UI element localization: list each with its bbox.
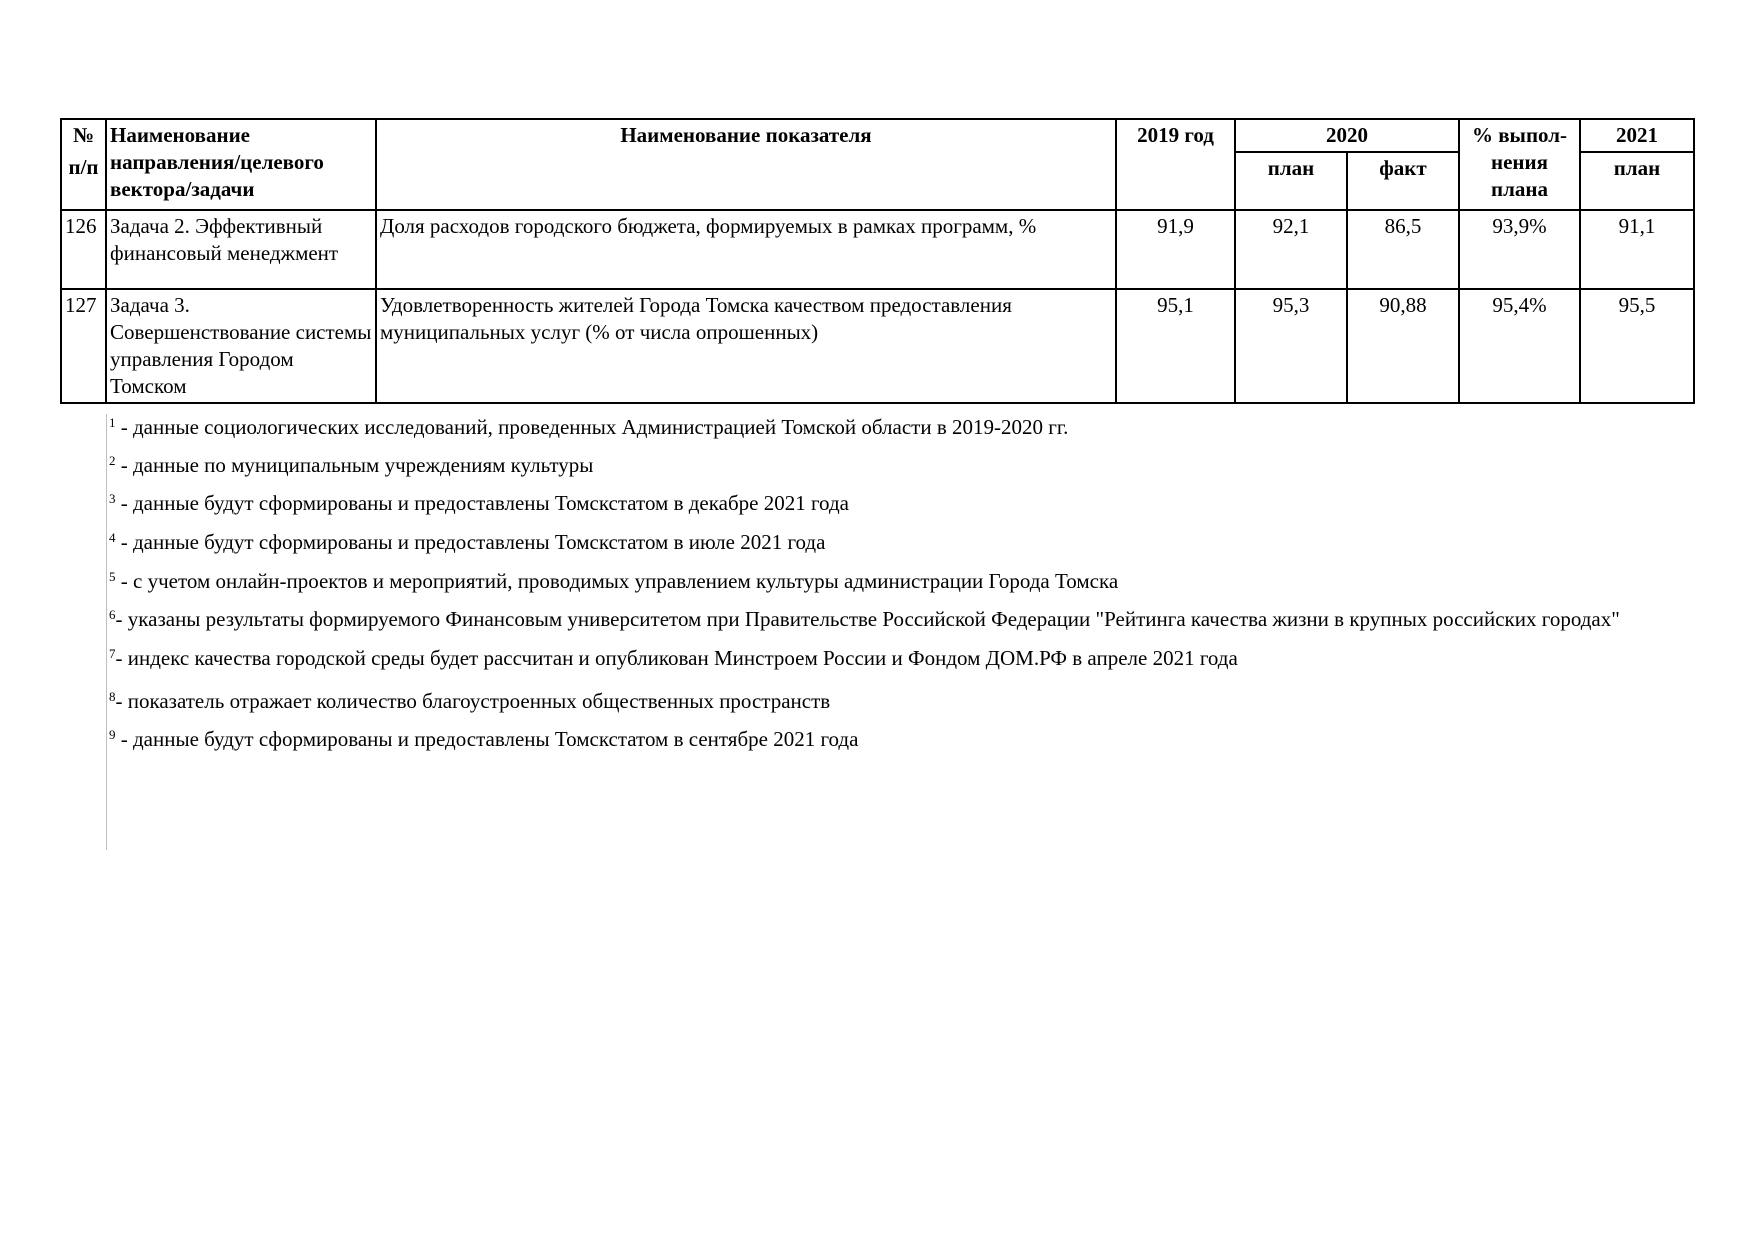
row-indicator: Удовлетворенность жителей Города Томска качеством предоставления муниципальных услуг (% от числа опрошенных) [376, 289, 1116, 403]
footnotes [106, 414, 1697, 850]
footnote-text: - с учетом онлайн-проектов и мероприятий, проводимых управлением культуры администрации Города Томска [115, 569, 1119, 593]
footnote-mark: 1 [109, 415, 116, 430]
row-number: 127 [61, 289, 106, 403]
footnote-mark: 7 [109, 646, 116, 661]
table-row [61, 210, 1694, 289]
footnote-text: - данные будут сформированы и предоставлены Томскстатом в июле 2021 года [115, 530, 826, 554]
row-number: 126 [61, 210, 106, 289]
footnote-mark: 4 [109, 530, 116, 545]
footnote-text: - указаны результаты формируемого Финансовым университетом при Правительстве Российской Федерации "Рейтинга качества жизни в крупных российских городах" [115, 607, 1620, 631]
footnote-mark: 9 [109, 727, 116, 742]
footnote [107, 568, 1697, 597]
footnote [107, 606, 1697, 635]
footnote [107, 452, 1697, 481]
footnote-mark: 5 [109, 569, 116, 584]
row-plan-2020: 92,1 [1235, 210, 1347, 289]
header-pct: % выпол-нения плана [1459, 119, 1580, 210]
header-2020: 2020 [1235, 119, 1459, 152]
header-indicator: Наименование показателя [376, 119, 1116, 210]
row-indicator: Доля расходов городского бюджета, формируемых в рамках программ, % [376, 210, 1116, 289]
header-num-bottom: п/п [61, 152, 106, 210]
header-plan-2021: план [1580, 152, 1694, 210]
footnote-mark: 8 [109, 689, 116, 704]
indicators-table [60, 118, 1695, 404]
footnote-mark: 6 [109, 607, 116, 622]
header-direction: Наименование направления/целевого вектора/задачи [106, 119, 376, 210]
footnote [107, 688, 1697, 717]
header-num-top: № [61, 119, 106, 152]
header-fact-2020: факт [1347, 152, 1459, 210]
table-row [61, 289, 1694, 403]
footnote-mark: 3 [109, 491, 116, 506]
footnote-text: - данные по муниципальным учреждениям культуры [115, 453, 594, 477]
footnote [107, 529, 1697, 558]
header-2021: 2021 [1580, 119, 1694, 152]
footnote [107, 490, 1697, 519]
row-direction: Задача 2. Эффективный финансовый менеджмент [106, 210, 376, 289]
footnote-mark: 2 [109, 453, 116, 468]
row-2019: 91,9 [1116, 210, 1235, 289]
row-pct: 93,9% [1459, 210, 1580, 289]
row-pct: 95,4% [1459, 289, 1580, 403]
footnote [107, 645, 1697, 674]
row-fact-2020: 86,5 [1347, 210, 1459, 289]
row-plan-2020: 95,3 [1235, 289, 1347, 403]
footnote-text: - показатель отражает количество благоустроенных общественных пространств [115, 689, 831, 713]
footnote-text: - индекс качества городской среды будет рассчитан и опубликован Минстроем России и Фондом ДОМ.РФ в апреле 2021 года [115, 646, 1238, 670]
row-plan-2021: 95,5 [1580, 289, 1694, 403]
footnote-text: - данные будут сформированы и предоставлены Томскстатом в сентябре 2021 года [115, 727, 859, 751]
footnote [107, 726, 1697, 755]
row-direction: Задача 3. Совершенствование системы управления Городом Томском [106, 289, 376, 403]
row-plan-2021: 91,1 [1580, 210, 1694, 289]
footnote-text: - данные будут сформированы и предоставлены Томскстатом в декабре 2021 года [115, 491, 849, 515]
header-row-1 [61, 119, 1694, 152]
header-plan-2020: план [1235, 152, 1347, 210]
footnote [107, 414, 1697, 443]
header-2019: 2019 год [1116, 119, 1235, 210]
row-fact-2020: 90,88 [1347, 289, 1459, 403]
footnote-text: - данные социологических исследований, проведенных Администрацией Томской области в 2019-2020 гг. [115, 415, 1069, 439]
row-2019: 95,1 [1116, 289, 1235, 403]
